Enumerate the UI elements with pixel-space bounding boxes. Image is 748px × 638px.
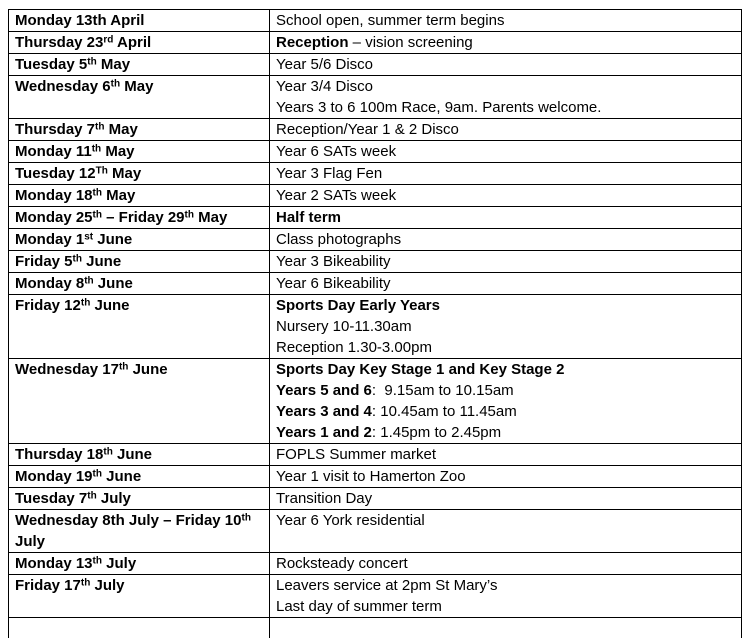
text-segment: June bbox=[101, 468, 142, 485]
text-segment: Class photographs bbox=[276, 231, 402, 248]
ordinal-suffix: st bbox=[84, 231, 94, 243]
text-segment: Monday 18 bbox=[15, 187, 93, 204]
cell-line bbox=[276, 337, 735, 358]
cell-line bbox=[15, 163, 263, 184]
text-segment: Year 3 Flag Fen bbox=[276, 165, 383, 182]
date-cell bbox=[9, 229, 270, 251]
cell-line bbox=[276, 163, 735, 184]
text-segment: June bbox=[112, 446, 153, 463]
text-segment: Year 6 SATs week bbox=[276, 143, 397, 160]
date-cell bbox=[9, 444, 270, 466]
cell-line bbox=[15, 359, 263, 380]
text-segment: Monday 13th April bbox=[15, 12, 145, 29]
text-segment: : 1.45pm to 2.45pm bbox=[371, 424, 502, 441]
text-segment: Leavers service at 2pm St Mary’s bbox=[276, 577, 498, 594]
table-row bbox=[9, 618, 742, 638]
ordinal-suffix: th bbox=[72, 253, 82, 265]
text-segment: Wednesday 17 bbox=[15, 361, 119, 378]
text-segment: May bbox=[107, 165, 142, 182]
text-segment: : 9.15am to 10.15am bbox=[371, 382, 514, 399]
text-segment: Friday 17 bbox=[15, 577, 81, 594]
cell-line bbox=[276, 295, 735, 316]
text-segment: – Friday 29 bbox=[101, 209, 185, 226]
text-segment: Reception bbox=[276, 34, 349, 51]
cell-line bbox=[276, 575, 735, 596]
table-row bbox=[9, 359, 742, 444]
date-cell bbox=[9, 207, 270, 229]
cell-line bbox=[276, 444, 735, 465]
table-row bbox=[9, 466, 742, 488]
date-cell bbox=[9, 488, 270, 510]
date-cell bbox=[9, 466, 270, 488]
cell-line bbox=[276, 618, 735, 638]
text-segment: May bbox=[101, 187, 136, 204]
event-cell bbox=[270, 54, 742, 76]
cell-line bbox=[276, 97, 735, 118]
text-segment: Monday 19 bbox=[15, 468, 93, 485]
text-segment: Sports Day Key Stage 1 and Key Stage 2 bbox=[276, 361, 565, 378]
event-cell bbox=[270, 229, 742, 251]
ordinal-suffix: th bbox=[241, 512, 251, 524]
cell-line bbox=[15, 185, 263, 206]
cell-line bbox=[15, 141, 263, 162]
table-row bbox=[9, 251, 742, 273]
cell-line bbox=[276, 76, 735, 97]
cell-line bbox=[15, 229, 263, 250]
table-row bbox=[9, 54, 742, 76]
text-segment: Tuesday 7 bbox=[15, 490, 88, 507]
text-segment: Year 3/4 Disco bbox=[276, 78, 374, 95]
event-cell bbox=[270, 185, 742, 207]
text-segment: Tuesday 5 bbox=[15, 56, 88, 73]
event-cell bbox=[270, 553, 742, 575]
table-row bbox=[9, 32, 742, 54]
text-segment: Year 5/6 Disco bbox=[276, 56, 374, 73]
ordinal-suffix: th bbox=[92, 209, 102, 221]
date-cell bbox=[9, 273, 270, 295]
text-segment: Years 5 and 6 bbox=[276, 382, 372, 399]
cell-line bbox=[15, 10, 263, 31]
text-segment: Friday 12 bbox=[15, 297, 81, 314]
text-segment: : 10.45am to 11.45am bbox=[371, 403, 517, 420]
text-segment: May bbox=[101, 143, 135, 160]
text-segment: Year 6 York residential bbox=[276, 512, 425, 529]
text-segment: June bbox=[81, 253, 122, 270]
ordinal-suffix: rd bbox=[103, 34, 114, 46]
text-segment: June bbox=[128, 361, 168, 378]
event-cell bbox=[270, 510, 742, 553]
cell-line bbox=[276, 32, 735, 53]
text-segment: Thursday 23 bbox=[15, 34, 104, 51]
date-cell bbox=[9, 251, 270, 273]
text-segment: July bbox=[101, 555, 137, 572]
text-segment: April bbox=[113, 34, 152, 51]
text-segment: Years 3 and 4 bbox=[276, 403, 372, 420]
event-cell bbox=[270, 10, 742, 32]
cell-line bbox=[276, 10, 735, 31]
text-segment: Friday 5 bbox=[15, 253, 73, 270]
text-segment: Monday 25 bbox=[15, 209, 93, 226]
table-row bbox=[9, 575, 742, 618]
cell-line bbox=[15, 251, 263, 272]
table-row bbox=[9, 207, 742, 229]
text-segment: Rocksteady concert bbox=[276, 555, 408, 572]
event-cell bbox=[270, 466, 742, 488]
text-segment: Reception/Year 1 & 2 Disco bbox=[276, 121, 459, 138]
date-cell bbox=[9, 295, 270, 359]
text-segment: July bbox=[96, 490, 131, 507]
text-segment: FOPLS Summer market bbox=[276, 446, 437, 463]
text-segment: Reception 1.30-3.00pm bbox=[276, 339, 432, 356]
ordinal-suffix: th bbox=[118, 361, 129, 373]
cell-line bbox=[276, 185, 735, 206]
cell-line bbox=[15, 510, 263, 531]
ordinal-suffix: th bbox=[80, 297, 91, 309]
cell-line bbox=[15, 207, 263, 228]
text-segment: Sports Day Early Years bbox=[276, 297, 440, 314]
cell-line bbox=[276, 380, 735, 401]
table-row bbox=[9, 163, 742, 185]
text-segment: Thursday 7 bbox=[15, 121, 96, 138]
ordinal-suffix: Th bbox=[95, 165, 108, 177]
cell-line bbox=[276, 510, 735, 531]
cell-line bbox=[276, 119, 735, 140]
events-table-body bbox=[9, 10, 742, 638]
date-cell bbox=[9, 510, 270, 553]
text-segment: Years 1 and 2 bbox=[276, 424, 372, 441]
table-row bbox=[9, 229, 742, 251]
event-cell bbox=[270, 444, 742, 466]
cell-line bbox=[15, 488, 263, 509]
cell-line bbox=[276, 401, 735, 422]
table-row bbox=[9, 295, 742, 359]
text-segment: Wednesday 8th July – Friday 10 bbox=[15, 512, 242, 529]
event-cell bbox=[270, 359, 742, 444]
ordinal-suffix: th bbox=[92, 187, 102, 199]
text-segment: Year 6 Bikeability bbox=[276, 275, 391, 292]
cell-line bbox=[276, 488, 735, 509]
event-cell bbox=[270, 251, 742, 273]
cell-line bbox=[276, 229, 735, 250]
text-segment: June bbox=[93, 231, 133, 248]
text-segment: Years 3 to 6 100m Race, 9am. Parents welcome. bbox=[276, 99, 602, 116]
cell-line bbox=[276, 273, 735, 294]
table-row bbox=[9, 510, 742, 553]
table-row bbox=[9, 10, 742, 32]
ordinal-suffix: th bbox=[84, 275, 94, 287]
event-cell bbox=[270, 488, 742, 510]
date-cell bbox=[9, 618, 270, 638]
ordinal-suffix: th bbox=[184, 209, 194, 221]
event-cell bbox=[270, 207, 742, 229]
table-row bbox=[9, 185, 742, 207]
text-segment: Monday 13 bbox=[15, 555, 93, 572]
event-cell bbox=[270, 575, 742, 618]
text-segment: Thursday 18 bbox=[15, 446, 104, 463]
cell-line bbox=[276, 422, 735, 443]
table-row bbox=[9, 76, 742, 119]
date-cell bbox=[9, 54, 270, 76]
cell-line bbox=[276, 207, 735, 228]
cell-line bbox=[15, 32, 263, 53]
date-cell bbox=[9, 141, 270, 163]
text-segment: Year 2 SATs week bbox=[276, 187, 397, 204]
text-segment: Tuesday 12 bbox=[15, 165, 96, 182]
cell-line bbox=[276, 359, 735, 380]
text-segment: May bbox=[120, 78, 154, 95]
cell-line bbox=[276, 141, 735, 162]
event-cell bbox=[270, 76, 742, 119]
date-cell bbox=[9, 575, 270, 618]
text-segment: June bbox=[93, 275, 133, 292]
table-row bbox=[9, 553, 742, 575]
date-cell bbox=[9, 76, 270, 119]
cell-line bbox=[15, 531, 263, 552]
text-segment: July bbox=[15, 533, 46, 550]
cell-line bbox=[276, 54, 735, 75]
text-segment: Monday 1 bbox=[15, 231, 85, 248]
cell-line bbox=[15, 295, 263, 316]
event-cell bbox=[270, 295, 742, 359]
text-segment: Last day of summer term bbox=[276, 598, 442, 615]
text-segment: Half term bbox=[276, 209, 342, 226]
text-segment: Monday 8 bbox=[15, 275, 85, 292]
cell-line bbox=[15, 444, 263, 465]
text-segment: May bbox=[104, 121, 138, 138]
cell-line bbox=[15, 618, 263, 638]
cell-line bbox=[276, 596, 735, 617]
text-segment: Wednesday 6 bbox=[15, 78, 111, 95]
cell-line bbox=[15, 575, 263, 596]
date-cell bbox=[9, 163, 270, 185]
events-table bbox=[8, 9, 742, 638]
table-row bbox=[9, 488, 742, 510]
date-cell bbox=[9, 359, 270, 444]
cell-line bbox=[15, 76, 263, 97]
text-segment: Year 3 Bikeability bbox=[276, 253, 391, 270]
event-cell bbox=[270, 32, 742, 54]
table-row bbox=[9, 273, 742, 295]
ordinal-suffix: th bbox=[92, 468, 102, 480]
ordinal-suffix: th bbox=[87, 56, 97, 68]
date-cell bbox=[9, 185, 270, 207]
date-cell bbox=[9, 119, 270, 141]
text-segment: July bbox=[90, 577, 125, 594]
cell-line bbox=[276, 316, 735, 337]
event-cell bbox=[270, 618, 742, 638]
ordinal-suffix: th bbox=[80, 577, 91, 589]
text-segment: May bbox=[193, 209, 228, 226]
text-segment: Transition Day bbox=[276, 490, 373, 507]
ordinal-suffix: th bbox=[95, 121, 105, 133]
document-page bbox=[0, 9, 748, 638]
cell-line bbox=[276, 553, 735, 574]
cell-line bbox=[276, 466, 735, 487]
ordinal-suffix: th bbox=[91, 143, 102, 155]
event-cell bbox=[270, 273, 742, 295]
event-cell bbox=[270, 119, 742, 141]
text-segment: May bbox=[96, 56, 131, 73]
event-cell bbox=[270, 163, 742, 185]
cell-line bbox=[15, 273, 263, 294]
ordinal-suffix: th bbox=[110, 78, 121, 90]
text-segment: – vision screening bbox=[348, 34, 473, 51]
table-row bbox=[9, 141, 742, 163]
ordinal-suffix: th bbox=[103, 446, 113, 458]
text-segment: Nursery 10-11.30am bbox=[276, 318, 412, 335]
ordinal-suffix: th bbox=[92, 555, 102, 567]
table-row bbox=[9, 119, 742, 141]
text-segment: June bbox=[90, 297, 130, 314]
date-cell bbox=[9, 32, 270, 54]
cell-line bbox=[15, 54, 263, 75]
cell-line bbox=[276, 251, 735, 272]
event-cell bbox=[270, 141, 742, 163]
date-cell bbox=[9, 10, 270, 32]
cell-line bbox=[15, 553, 263, 574]
text-segment: School open, summer term begins bbox=[276, 12, 505, 29]
cell-line bbox=[15, 119, 263, 140]
cell-line bbox=[15, 466, 263, 487]
text-segment: Year 1 visit to Hamerton Zoo bbox=[276, 468, 466, 485]
text-segment: Monday 11 bbox=[15, 143, 92, 160]
ordinal-suffix: th bbox=[87, 490, 97, 502]
date-cell bbox=[9, 553, 270, 575]
table-row bbox=[9, 444, 742, 466]
